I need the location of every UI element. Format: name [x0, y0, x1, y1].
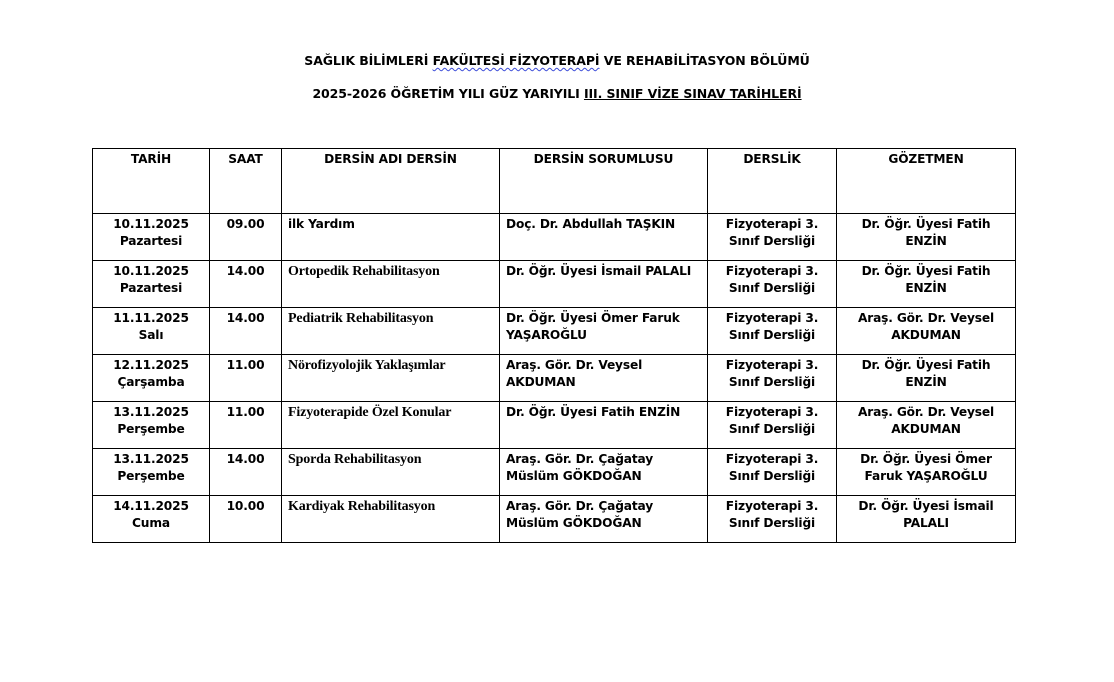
course-cell	[282, 402, 500, 449]
time-cell	[210, 355, 282, 402]
room-cell	[708, 449, 837, 496]
proctor-text: Araş. Gör. Dr. Veysel AKDUMAN	[857, 311, 995, 342]
lecturer-cell	[500, 496, 708, 543]
room-text: Fizyoterapi 3. Sınıf Dersliği	[725, 405, 819, 436]
time-cell	[210, 261, 282, 308]
room-cell	[708, 496, 837, 543]
exam-date: 10.11.2025	[113, 264, 189, 278]
proctor-text: Dr. Öğr. Üyesi Fatih ENZİN	[861, 217, 991, 248]
proctor-text: Dr. Öğr. Üyesi İsmail PALALI	[858, 499, 994, 530]
lecturer-cell	[500, 402, 708, 449]
time-cell	[210, 308, 282, 355]
date-cell	[93, 308, 210, 355]
lecturer-text: Dr. Öğr. Üyesi İsmail PALALI	[506, 264, 692, 278]
exam-schedule-table	[92, 148, 1016, 543]
proctor-cell	[837, 261, 1016, 308]
proctor-cell	[837, 355, 1016, 402]
column-header-date: TARİH	[93, 149, 210, 214]
time-text: 14.00	[226, 311, 265, 325]
lecturer-cell	[500, 449, 708, 496]
exam-weekday: Salı	[138, 328, 164, 342]
room-cell	[708, 214, 837, 261]
course-cell	[282, 308, 500, 355]
time-cell	[210, 214, 282, 261]
lecturer-text: Araş. Gör. Dr. Veysel AKDUMAN	[506, 358, 643, 389]
time-text: 14.00	[226, 264, 265, 278]
room-text: Fizyoterapi 3. Sınıf Dersliği	[725, 358, 819, 389]
room-cell	[708, 355, 837, 402]
proctor-cell	[837, 496, 1016, 543]
title-part: 2025-2026 ÖĞRETİM YILI GÜZ YARIYILI	[312, 86, 584, 101]
proctor-cell	[837, 308, 1016, 355]
time-cell	[210, 496, 282, 543]
table-row	[93, 355, 1016, 402]
lecturer-text: Dr. Öğr. Üyesi Ömer Faruk YAŞAROĞLU	[506, 311, 680, 342]
course-cell	[282, 261, 500, 308]
lecturer-cell	[500, 308, 708, 355]
column-header-proctor: GÖZETMEN	[837, 149, 1016, 214]
exam-date: 11.11.2025	[113, 311, 189, 325]
table-row	[93, 214, 1016, 261]
table-header-row	[93, 149, 1016, 214]
course-cell	[282, 496, 500, 543]
course-text: Fizyoterapide Özel Konular	[288, 405, 452, 420]
table-row	[93, 261, 1016, 308]
exam-weekday: Çarşamba	[117, 375, 185, 389]
date-cell	[93, 496, 210, 543]
lecturer-text: Araş. Gör. Dr. Çağatay Müslüm GÖKDOĞAN	[506, 452, 654, 483]
column-header-room: DERSLİK	[708, 149, 837, 214]
time-text: 10.00	[226, 499, 265, 513]
lecturer-cell	[500, 214, 708, 261]
lecturer-cell	[500, 261, 708, 308]
proctor-cell	[837, 449, 1016, 496]
time-text: 11.00	[226, 405, 265, 419]
room-cell	[708, 261, 837, 308]
proctor-text: Dr. Öğr. Üyesi Fatih ENZİN	[861, 264, 991, 295]
table-row	[93, 496, 1016, 543]
lecturer-cell	[500, 355, 708, 402]
course-text: Ortopedik Rehabilitasyon	[288, 264, 440, 279]
proctor-cell	[837, 402, 1016, 449]
title-part-underlined: III. SINIF VİZE SINAV TARİHLERİ	[583, 86, 802, 101]
room-text: Fizyoterapi 3. Sınıf Dersliği	[725, 264, 819, 295]
room-text: Fizyoterapi 3. Sınıf Dersliği	[725, 217, 819, 248]
table-row	[93, 402, 1016, 449]
lecturer-text: Dr. Öğr. Üyesi Fatih ENZİN	[506, 405, 681, 419]
exam-weekday: Pazartesi	[119, 281, 183, 295]
date-cell	[93, 355, 210, 402]
course-text: Nörofizyolojik Yaklaşımlar	[288, 358, 446, 373]
exam-weekday: Cuma	[132, 516, 170, 530]
date-cell	[93, 261, 210, 308]
time-text: 09.00	[226, 217, 265, 231]
proctor-text: Dr. Öğr. Üyesi Ömer Faruk YAŞAROĞLU	[860, 452, 992, 483]
room-text: Fizyoterapi 3. Sınıf Dersliği	[725, 311, 819, 342]
title-part: VE REHABİLİTASYON BÖLÜMÜ	[599, 53, 810, 68]
course-text: ilk Yardım	[288, 217, 355, 231]
title-part-spellcheck: FAKÜLTESİ FİZYOTERAPİ	[432, 53, 600, 68]
course-cell	[282, 214, 500, 261]
table-row	[93, 308, 1016, 355]
time-cell	[210, 402, 282, 449]
exam-date: 12.11.2025	[113, 358, 189, 372]
column-header-lecturer: DERSİN SORUMLUSU	[500, 149, 708, 214]
exam-weekday: Perşembe	[117, 422, 185, 436]
date-cell	[93, 449, 210, 496]
exam-weekday: Pazartesi	[119, 234, 183, 248]
course-text: Pediatrik Rehabilitasyon	[288, 311, 434, 326]
lecturer-text: Araş. Gör. Dr. Çağatay Müslüm GÖKDOĞAN	[506, 499, 654, 530]
column-header-time: SAAT	[210, 149, 282, 214]
column-header-course: DERSİN ADI DERSİN	[282, 149, 500, 214]
proctor-text: Dr. Öğr. Üyesi Fatih ENZİN	[861, 358, 991, 389]
document-title-line1	[0, 53, 1114, 68]
date-cell	[93, 402, 210, 449]
title-part: SAĞLIK BİLİMLERİ	[304, 53, 433, 68]
document-title-line2	[0, 86, 1114, 101]
room-text: Fizyoterapi 3. Sınıf Dersliği	[725, 499, 819, 530]
course-text: Kardiyak Rehabilitasyon	[288, 499, 436, 514]
lecturer-text: Doç. Dr. Abdullah TAŞKIN	[506, 217, 676, 231]
proctor-text: Araş. Gör. Dr. Veysel AKDUMAN	[857, 405, 995, 436]
room-cell	[708, 308, 837, 355]
time-cell	[210, 449, 282, 496]
time-text: 14.00	[226, 452, 265, 466]
exam-date: 10.11.2025	[113, 217, 189, 231]
exam-date: 13.11.2025	[113, 405, 189, 419]
course-text: Sporda Rehabilitasyon	[288, 452, 422, 467]
table-row	[93, 449, 1016, 496]
time-text: 11.00	[226, 358, 265, 372]
exam-date: 13.11.2025	[113, 452, 189, 466]
room-text: Fizyoterapi 3. Sınıf Dersliği	[725, 452, 819, 483]
exam-date: 14.11.2025	[113, 499, 189, 513]
exam-weekday: Perşembe	[117, 469, 185, 483]
proctor-cell	[837, 214, 1016, 261]
room-cell	[708, 402, 837, 449]
course-cell	[282, 449, 500, 496]
date-cell	[93, 214, 210, 261]
course-cell	[282, 355, 500, 402]
